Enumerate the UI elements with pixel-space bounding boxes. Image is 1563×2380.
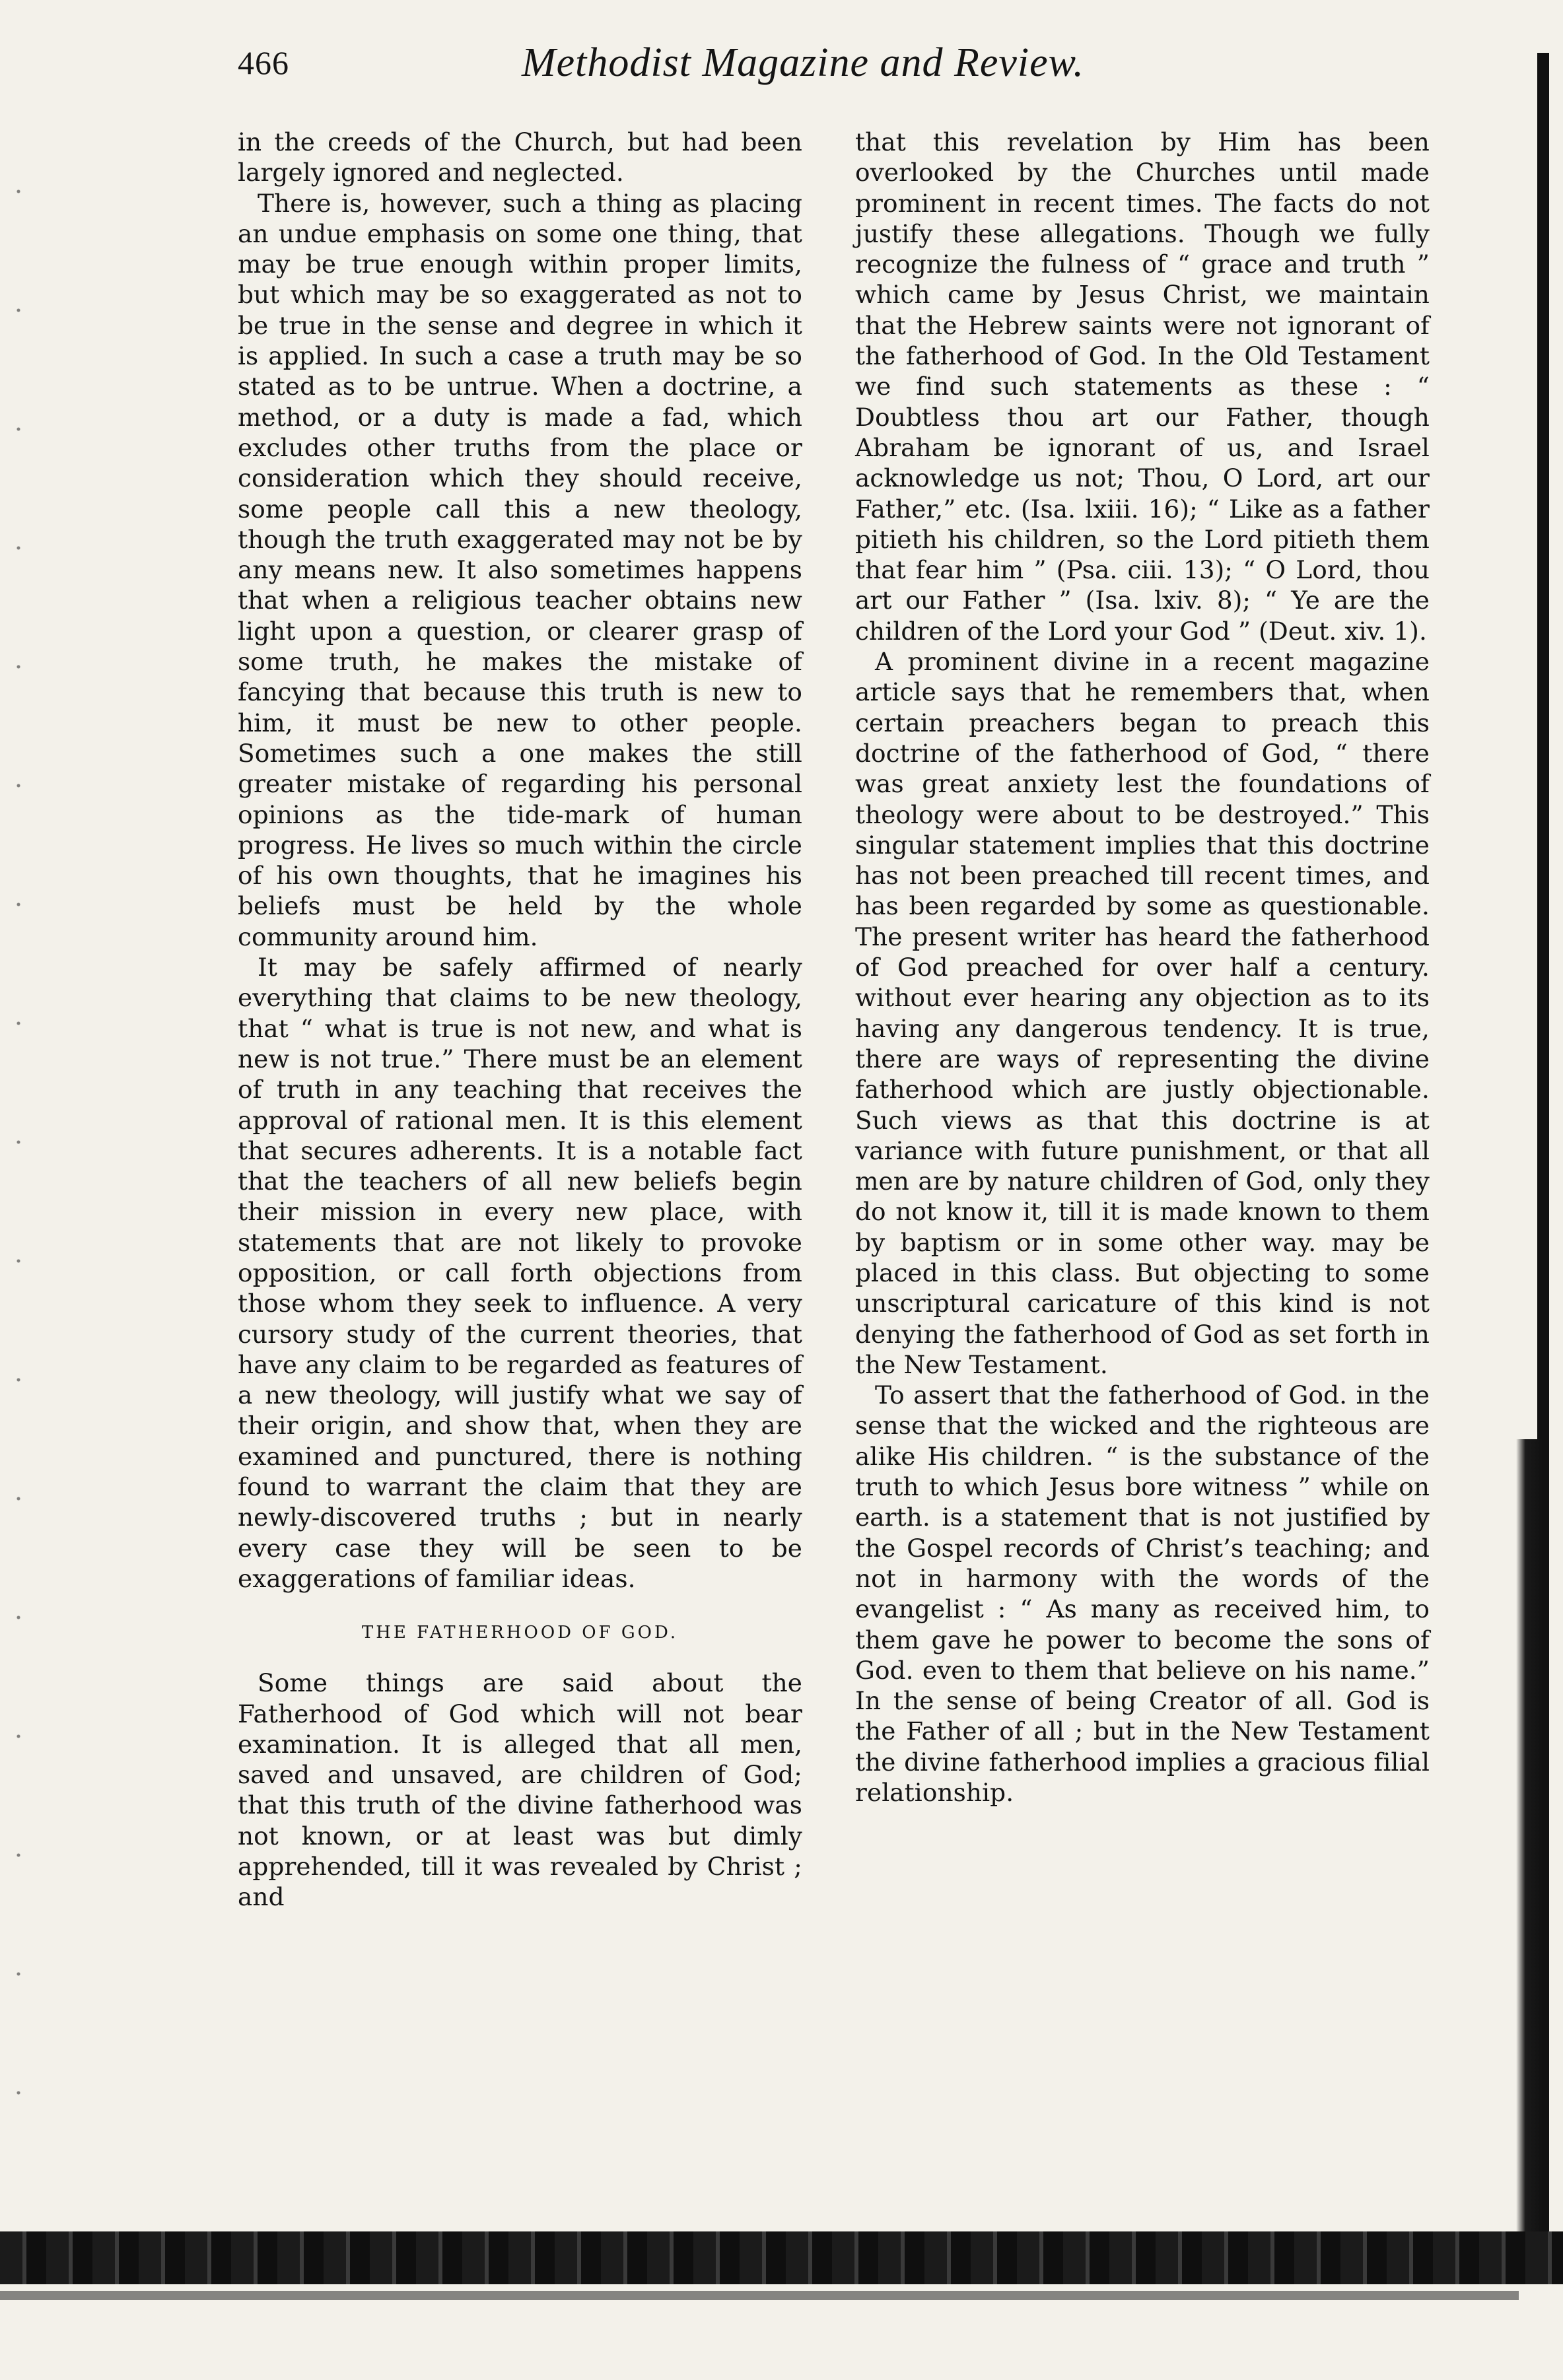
section-heading: THE FATHERHOOD OF GOD. <box>361 1623 679 1643</box>
scan-bottom-band <box>0 2231 1563 2284</box>
paragraph: To assert that the fatherhood of God. in the sense that the wicked and the righteous are alike His children. “ is the substance of the truth to which Jesus bore witness ” while on earth. is a statement that is not justified by the Gospel records of Christ’s teaching; and not in harmony with the words of the evangelist : “ As many as received him, to them gave he power to become the sons of God. even to them that believe on his name.” In the sense of being Creator of all. God is the Father of all ; but in the New Testament the divine fatherhood implies a gracious filial relationship. <box>855 1380 1430 1808</box>
running-title: Methodist Magazine and Review. <box>522 40 1084 85</box>
scan-specks <box>5 132 32 2179</box>
paragraph: Some things are said about the Fatherhood of God which will not bear examination. It is alleged that all men, saved and unsaved, are children of God; that this truth of the divine fatherhood was not known, or at least was but dimly apprehended, till it was revealed by Christ ; and <box>238 1668 802 1912</box>
page-header <box>238 40 1123 92</box>
paragraph: It may be safely affirmed of nearly everything that claims to be new theology, that “ what is true is not new, and what is new is not true.” There must be an element of truth in any teaching that receives the approval of rational men. It is this element that secures adherents. It is a notable fact that the teachers of all new beliefs begin their mission in every new place, with statements that are not likely to provoke opposition, or call forth objections from those whom they seek to influence. A very cursory study of the current theories, that have any claim to be regarded as features of a new theology, will justify what we say of their origin, and show that, when they are examined and punctured, there is nothing found to warrant the claim that they are newly-discovered truths ; but in nearly every case they will be seen to be exaggerations of familiar ideas. <box>238 953 802 1593</box>
page-number: 466 <box>238 44 289 81</box>
paragraph: in the creeds of the Church, but had been largely ignored and neglected. <box>238 127 802 187</box>
scan-edge-shadow-lower <box>1516 1439 1543 2258</box>
scan-bottom-line <box>0 2291 1519 2300</box>
paragraph: that this revelation by Him has been overlooked by the Churches until made prominent in recent times. The facts do not justify these allegations. Though we fully recognize the fulness of “ grace and truth ” which came by Jesus Christ, we maintain that the Hebrew saints were not ignorant of the fatherhood of God. In the Old Testament we find such statements as these : “ Doubtless thou art our Father, though Abraham be ignorant of us, and Israel acknowledge us not; Thou, O Lord, art our Father,” etc. (Isa. lxiii. 16); “ Like as a father pitieth his children, so the Lord pitieth them that fear him ” (Psa. ciii. 13); “ O Lord, thou art our Father ” (Isa. lxiv. 8); “ Ye are the children of the Lord your God ” (Deut. xiv. 1). <box>855 127 1430 646</box>
left-column <box>238 127 802 1913</box>
paragraph: There is, however, such a thing as placing an undue emphasis on some one thing, that may be true enough within proper limits, but which may be so exaggerated as not to be true in the sense and degree in which it is applied. In such a case a truth may be so stated as to be untrue. When a doctrine, a method, or a duty is made a fad, which excludes other truths from the place or consideration which they should receive, some people call this a new theology, though the truth exaggerated may not be by any means new. It also sometimes happens that when a religious teacher obtains new light upon a question, or clearer grasp of some truth, he makes the mistake of fancying that because this truth is new to him, it must be new to other people. Sometimes such a one makes the still greater mistake of regarding his personal opinions as the tide-mark of human progress. He lives so much within the circle of his own thoughts, that he imagines his beliefs must be held by the whole community around him. <box>238 188 802 951</box>
right-column <box>855 127 1430 1808</box>
paragraph: A prominent divine in a recent magazine article says that he remembers that, when certain preachers began to preach this doctrine of the fatherhood of God, “ there was great anxiety lest the foundations of theology were about to be destroyed.” This singular statement implies that this doctrine has not been preached till recent times, and has been regarded by some as questionable. The present writer has heard the fatherhood of God preached for over half a century. without ever hearing any objection as to its having any dangerous tendency. It is true, there are ways of representing the divine fatherhood which are justly objectionable. Such views as that this doctrine is at variance with future punishment, or that all men are by nature children of God, only they do not know it, till it is made known to them by baptism or in some other way. may be placed in this class. But objecting to some unscriptural caricature of this kind is not denying the fatherhood of God as set forth in the New Testament. <box>855 647 1430 1379</box>
